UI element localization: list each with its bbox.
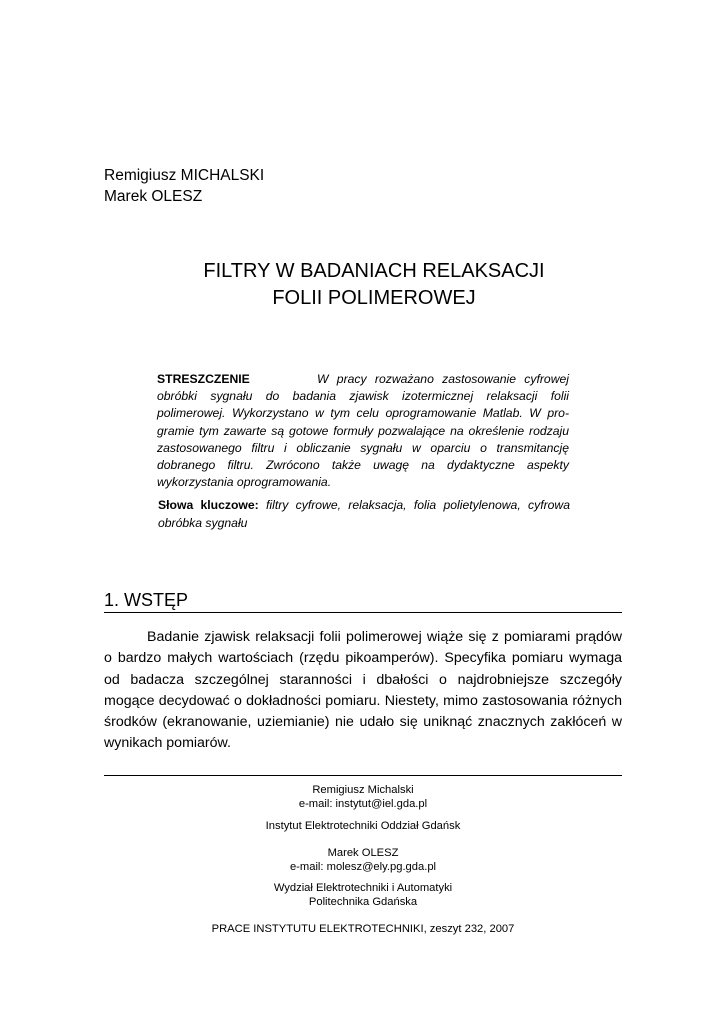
paragraph: Badanie zjawisk relaksacji folii polimerowej wiąże się z pomiarami prądów o bardzo małych wartościach (rzędu pikoamperów). Specyfika pomiaru wymaga od badacza szczególnej staranności i dbałości o najdrobniejsze szczegóły mogące decydować o dokładności pomiaru. Niestety, mimo zastosowania różnych środków (ekranowanie, uziemianie) nie udało się uniknąć znacznych zakłóceń w wynikach pomiarów. xyxy=(104,629,622,752)
abstract-text: W pracy rozważano zastosowanie cyfrowej obróbki sygnału do badania zjawisk izotermicznej relaksacji folii polimerowej. Wykorzystano w tym celu oprogramowanie Matlab. W programie tym zawarte są gotowe formuły pozwalające na określenie rodzaju zastosowanego filtru i obliczanie sygnału w oparciu o transmitancję dobranego filtru. Zwrócono także uwagę na dydaktyczne aspekty wykorzystania oprogramowania. xyxy=(157,372,569,490)
footnote-author2-name: Marek OLESZ xyxy=(327,847,399,859)
keywords-text: filtry cyfrowe, relaksacja, folia polietylenowa, cyfrowa obróbka sygnału xyxy=(158,498,570,530)
keywords xyxy=(158,497,570,532)
footnote-author1-name: Remigiusz Michalski xyxy=(312,784,414,796)
footnote-author2-email: e-mail: molesz@ely.pg.gda.pl xyxy=(289,861,437,873)
footnote-author1-affiliation: Instytut Elektrotechniki Oddział Gdańsk xyxy=(265,820,461,832)
author-list xyxy=(104,165,264,207)
author-name: Marek OLESZ xyxy=(104,188,203,205)
body-text xyxy=(104,627,622,755)
footnote-author1-email: e-mail: instytut@iel.gda.pl xyxy=(298,798,428,810)
paper-title xyxy=(0,258,724,312)
abstract-label: STRESZCZENIE xyxy=(157,372,250,386)
author-name: Remigiusz MICHALSKI xyxy=(104,167,265,184)
footnote-author2-affiliation: Wydział Elektrotechniki i Automatyki xyxy=(273,882,453,894)
footnote-author2-affiliation: Politechnika Gdańska xyxy=(308,896,418,908)
title-line: FILTRY W BADANIACH RELAKSACJI xyxy=(203,260,545,282)
footnote-divider xyxy=(104,775,622,776)
journal-citation: PRACE INSTYTUTU ELEKTROTECHNIKI, zeszyt 232, 2007 xyxy=(211,923,515,935)
section-divider xyxy=(104,612,622,613)
keywords-label: Słowa kluczowe: xyxy=(158,498,259,512)
title-line: FOLII POLIMEROWEJ xyxy=(272,287,476,309)
section-heading: 1. WSTĘP xyxy=(104,590,189,610)
abstract xyxy=(157,371,569,491)
